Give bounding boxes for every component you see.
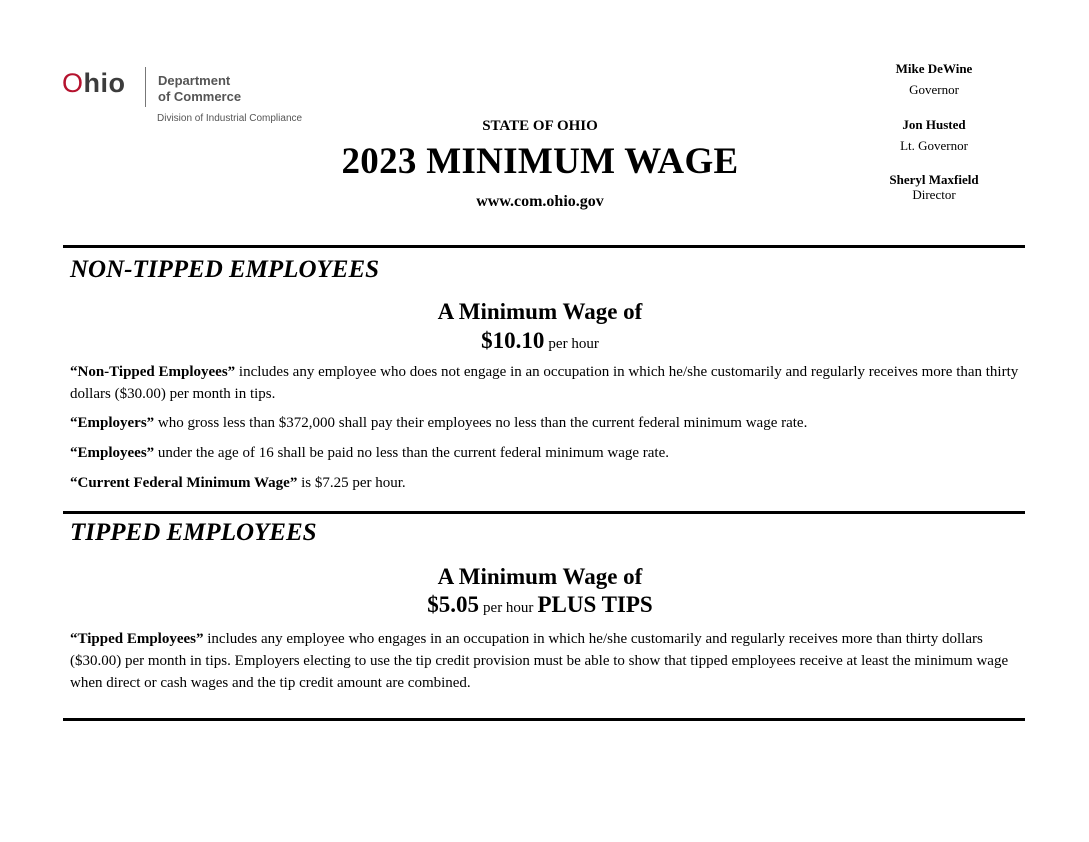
non-tipped-wage-heading: A Minimum Wage of (437, 299, 643, 324)
non-tipped-wage-amount (290, 327, 790, 358)
ohio-logo-rest: hio (83, 68, 126, 98)
divider-bottom (63, 718, 1025, 721)
department-name (158, 73, 241, 105)
non-tipped-amount: $10.10 (481, 328, 545, 353)
term: “Current Federal Minimum Wage” (70, 475, 298, 491)
official-lt-governor (860, 117, 1008, 154)
ohio-logo (62, 70, 126, 97)
divider-middle (63, 511, 1025, 514)
term: “Employees” (70, 445, 155, 461)
term: “Tipped Employees” (70, 631, 204, 647)
tipped-per: per hour (483, 600, 534, 616)
department-line-1: Department (158, 73, 231, 88)
tipped-wage-heading: A Minimum Wage of (437, 564, 643, 589)
tipped-amount: $5.05 (427, 592, 480, 617)
tipped-plus-tips: PLUS TIPS (537, 592, 653, 617)
division-name: Division of Industrial Compliance (157, 113, 303, 124)
employees-definition (70, 442, 1020, 464)
ohio-logo-o: O (62, 68, 84, 98)
definition-text: under the age of 16 shall be paid no less than the current federal minimum wage rate. (154, 445, 669, 461)
definition-text: includes any employee who does not engage in an occupation in which he/she customarily and regularly receives more than thirty dollars ($30.00) per month in tips. (70, 364, 1019, 402)
official-title: Lt. Governor (900, 138, 968, 153)
official-governor (860, 61, 1008, 98)
non-tipped-heading: NON-TIPPED EMPLOYEES (70, 256, 380, 283)
official-name: Jon Husted (902, 117, 966, 132)
logo-divider (145, 67, 146, 107)
official-director (860, 172, 1008, 203)
term: “Employers” (70, 415, 155, 431)
definition-text: is $7.25 per hour. (297, 475, 406, 491)
department-line-2: of Commerce (158, 89, 242, 104)
non-tipped-definition (70, 361, 1020, 405)
tipped-wage-amount (290, 591, 790, 622)
official-name: Sheryl Maxfield (889, 172, 979, 187)
tipped-heading: TIPPED EMPLOYEES (70, 519, 317, 546)
website-url: www.com.ohio.gov (476, 193, 604, 210)
official-name: Mike DeWine (895, 61, 973, 76)
official-title: Governor (909, 82, 959, 97)
definition-text: who gross less than $372,000 shall pay their employees no less than the current federal minimum wage rate. (154, 415, 808, 431)
non-tipped-per: per hour (548, 336, 599, 352)
term: “Non-Tipped Employees” (70, 364, 236, 380)
federal-wage-definition (70, 472, 1020, 494)
tipped-definition (70, 628, 1020, 694)
officials-list (860, 61, 1008, 203)
state-label: STATE OF OHIO (482, 118, 598, 134)
employers-definition (70, 412, 1020, 434)
divider-top (63, 245, 1025, 248)
page-title: 2023 MINIMUM WAGE (341, 141, 739, 182)
official-title: Director (912, 187, 956, 202)
definition-text: includes any employee who engages in an occupation in which he/she customarily and regularly receives more than thirty dollars ($30.00) per month in tips. Employers electing to use the tip credit provision must be able to show that tipped employees receive at least the minimum wage when direct or cash wages and the tip credit amount are combined. (70, 631, 1009, 691)
